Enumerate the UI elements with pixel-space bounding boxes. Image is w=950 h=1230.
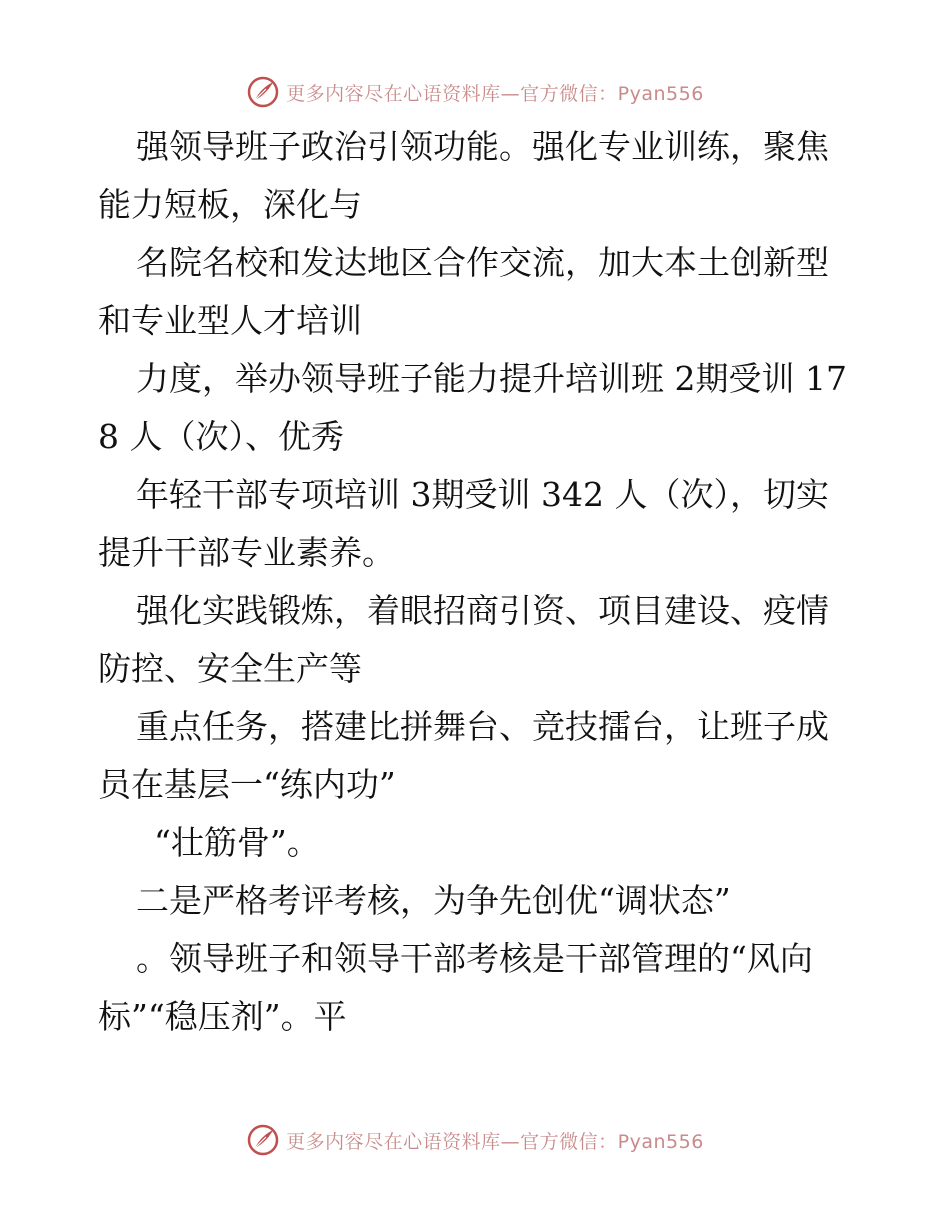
- footer-watermark: [0, 1118, 950, 1162]
- paragraph-2: 名院名校和发达地区合作交流，加大本土创新型和专业型人才培训: [98, 243, 829, 340]
- watermark-text: 更多内容尽在心语资料库—官方微信：Pyan556: [286, 1130, 704, 1153]
- feather-quill-icon: [246, 1123, 280, 1157]
- paragraph-4: 年轻干部专项培训 3期受训 342 人（次），切实提升干部专业素养。: [98, 475, 829, 572]
- paragraph-3: 力度，举办领导班子能力提升培训班 2期受训 178 人（次）、优秀: [98, 359, 847, 456]
- feather-quill-icon: [246, 75, 280, 109]
- paragraph-1: 强领导班子政治引领功能。强化专业训练，聚焦能力短板，深化与: [98, 127, 829, 224]
- header-watermark: [0, 70, 950, 114]
- paragraph-8: 二是严格考评考核，为争先创优“调状态”: [136, 881, 731, 920]
- paragraph-5: 强化实践锻炼，着眼招商引资、项目建设、疫情防控、安全生产等: [98, 591, 829, 688]
- watermark-text: 更多内容尽在心语资料库—官方微信：Pyan556: [286, 82, 704, 105]
- document-body: [98, 118, 858, 1046]
- paragraph-9: 。领导班子和领导干部考核是干部管理的“风向标”“稳压剂”。平: [98, 939, 813, 1036]
- paragraph-7: “壮筋骨”。: [154, 823, 320, 862]
- paragraph-6: 重点任务，搭建比拼舞台、竞技擂台，让班子成员在基层一“练内功”: [98, 707, 829, 804]
